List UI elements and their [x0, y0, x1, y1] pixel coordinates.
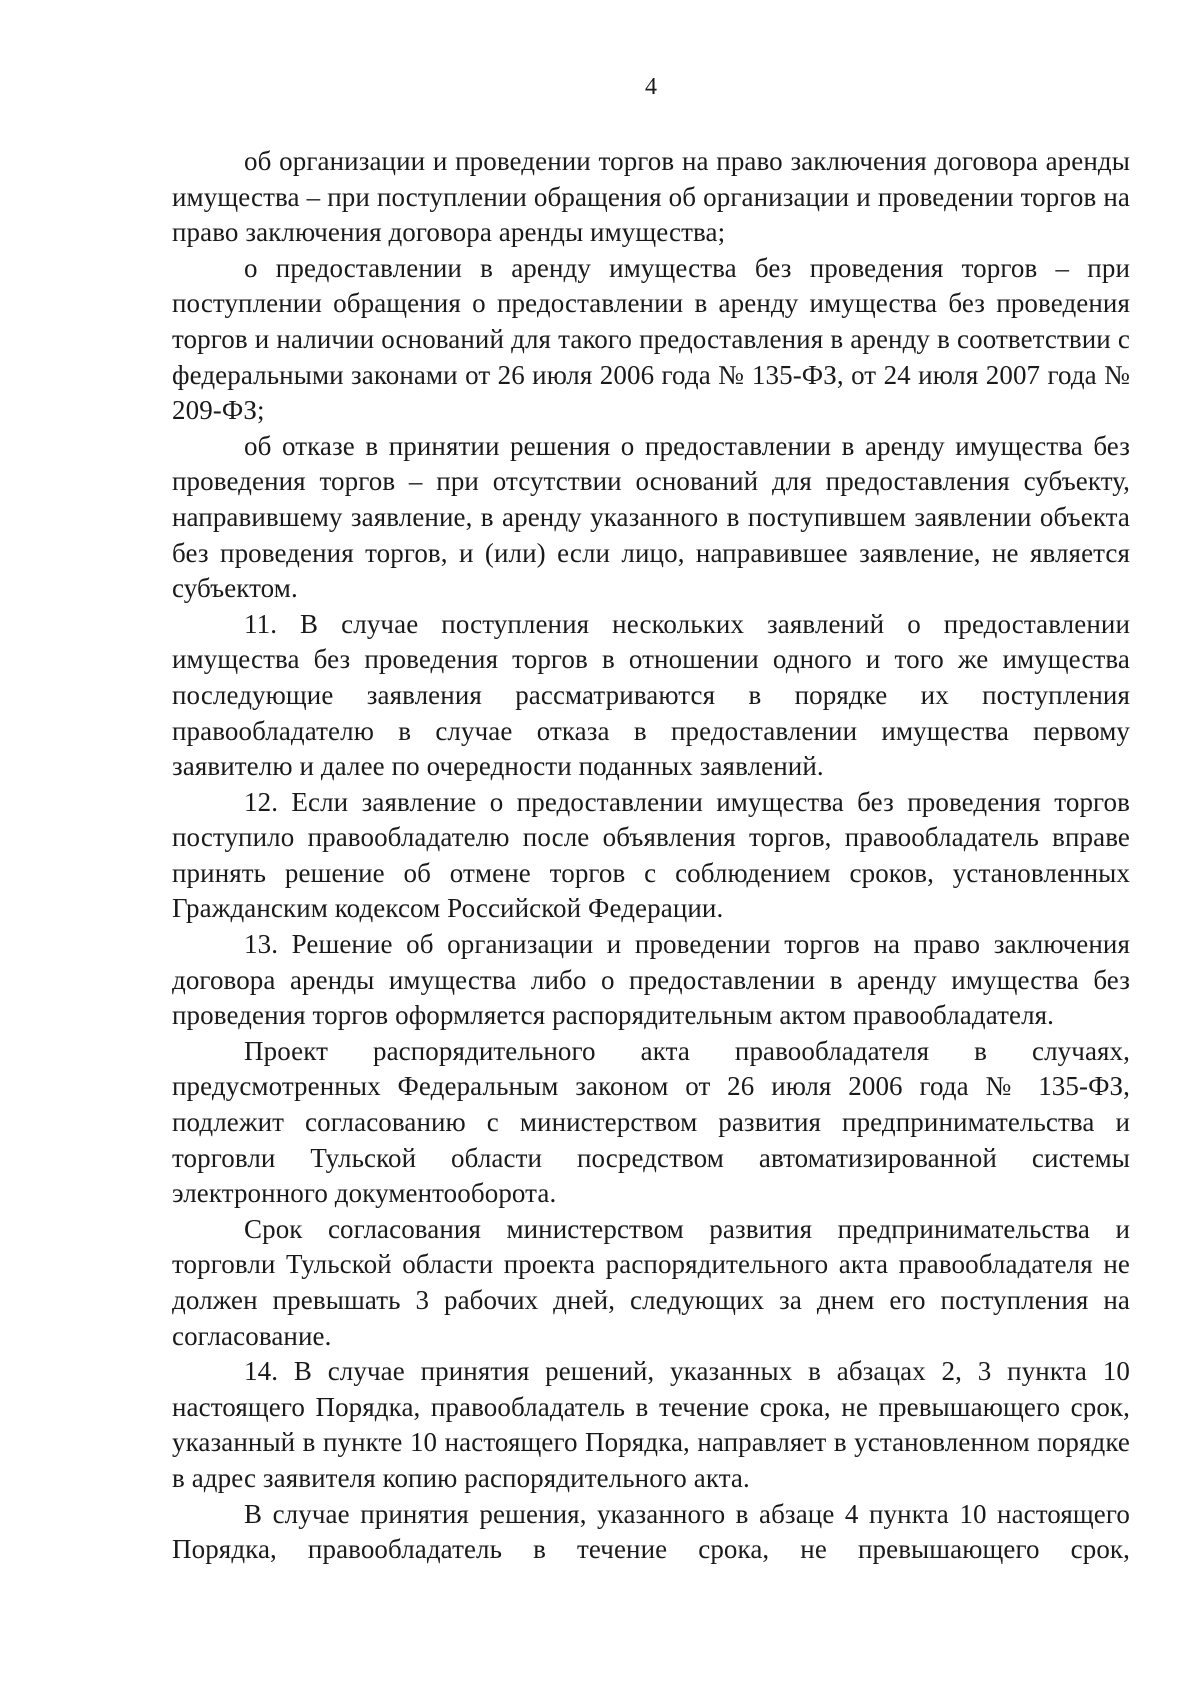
paragraph-item-14: 14. В случае принятия решений, указанных в абзацах 2, 3 пункта 10 настоящего Порядка, правообладатель в течение срока, не превышающего срок, указанный в пункте 10 настоящего Порядка, направляет в установленном порядке в адрес заявителя копию распорядительного акта. [172, 1356, 1130, 1493]
paragraph-decision-auction: об организации и проведении торгов на право заключения договора аренды имущества – при поступлении обращения об организации и проведении торгов на право заключения договора аренды имущества; [172, 146, 1130, 248]
paragraph-item-11: 11. В случае поступления нескольких заявлений о предоставлении имущества без проведения торгов в отношении одного и того же имущества последующие заявления рассматриваются в порядке их поступления правообладателю в случае отказа в предоставлении имущества первому заявителю и далее по очередности поданных заявлений. [172, 608, 1130, 782]
paragraph-item-13: 13. Решение об организации и проведении торгов на право заключения договора аренды имущества либо о предоставлении в аренду имущества без проведения торгов оформляется распорядительным актом правообладателя. [172, 929, 1130, 1031]
paragraph-decision-lease-without-auction: о предоставлении в аренду имущества без проведения торгов – при поступлении обращения о предоставлении в аренду имущества без проведения торгов и наличии оснований для такого предоставления в аренду в соответствии с федеральными законами от 26 июля 2006 года № 135-ФЗ, от 24 июля 2007 года № 209-ФЗ; [172, 252, 1130, 426]
paragraph-decision-refusal: об отказе в принятии решения о предоставлении в аренду имущества без проведения торгов – при отсутствии оснований для предоставления субъекту, направившему заявление, в аренду указанного в поступившем заявлении объекта без проведения торгов, и (или) если лицо, направившее заявление, не является субъектом. [172, 430, 1130, 604]
paragraph-item-12: 12. Если заявление о предоставлении имущества без проведения торгов поступило правообладателю после объявления торгов, правообладатель вправе принять решение об отмене торгов с соблюдением сроков, установленных Гражданским кодексом Российской Федерации. [172, 786, 1130, 924]
page-number: 4 [645, 74, 657, 100]
paragraph-draft-act-approval: Проект распорядительного акта правообладателя в случаях, предусмотренных Федеральным законом от 26 июля 2006 года № 135-ФЗ, подлежит согласованию с министерством развития предпринимательства и торговли Тульской области посредством автоматизированной системы электронного документооборота. [172, 1035, 1130, 1209]
paragraph-refusal-notice-continued: В случае принятия решения, указанного в абзаце 4 пункта 10 настоящего Порядка, правообладатель в течение срока, не превышающего срок, [172, 1498, 1130, 1565]
paragraph-approval-deadline: Срок согласования министерством развития предпринимательства и торговли Тульской области проекта распорядительного акта правообладателя не должен превышать 3 рабочих дней, следующих за днем его поступления на согласование. [172, 1213, 1130, 1351]
